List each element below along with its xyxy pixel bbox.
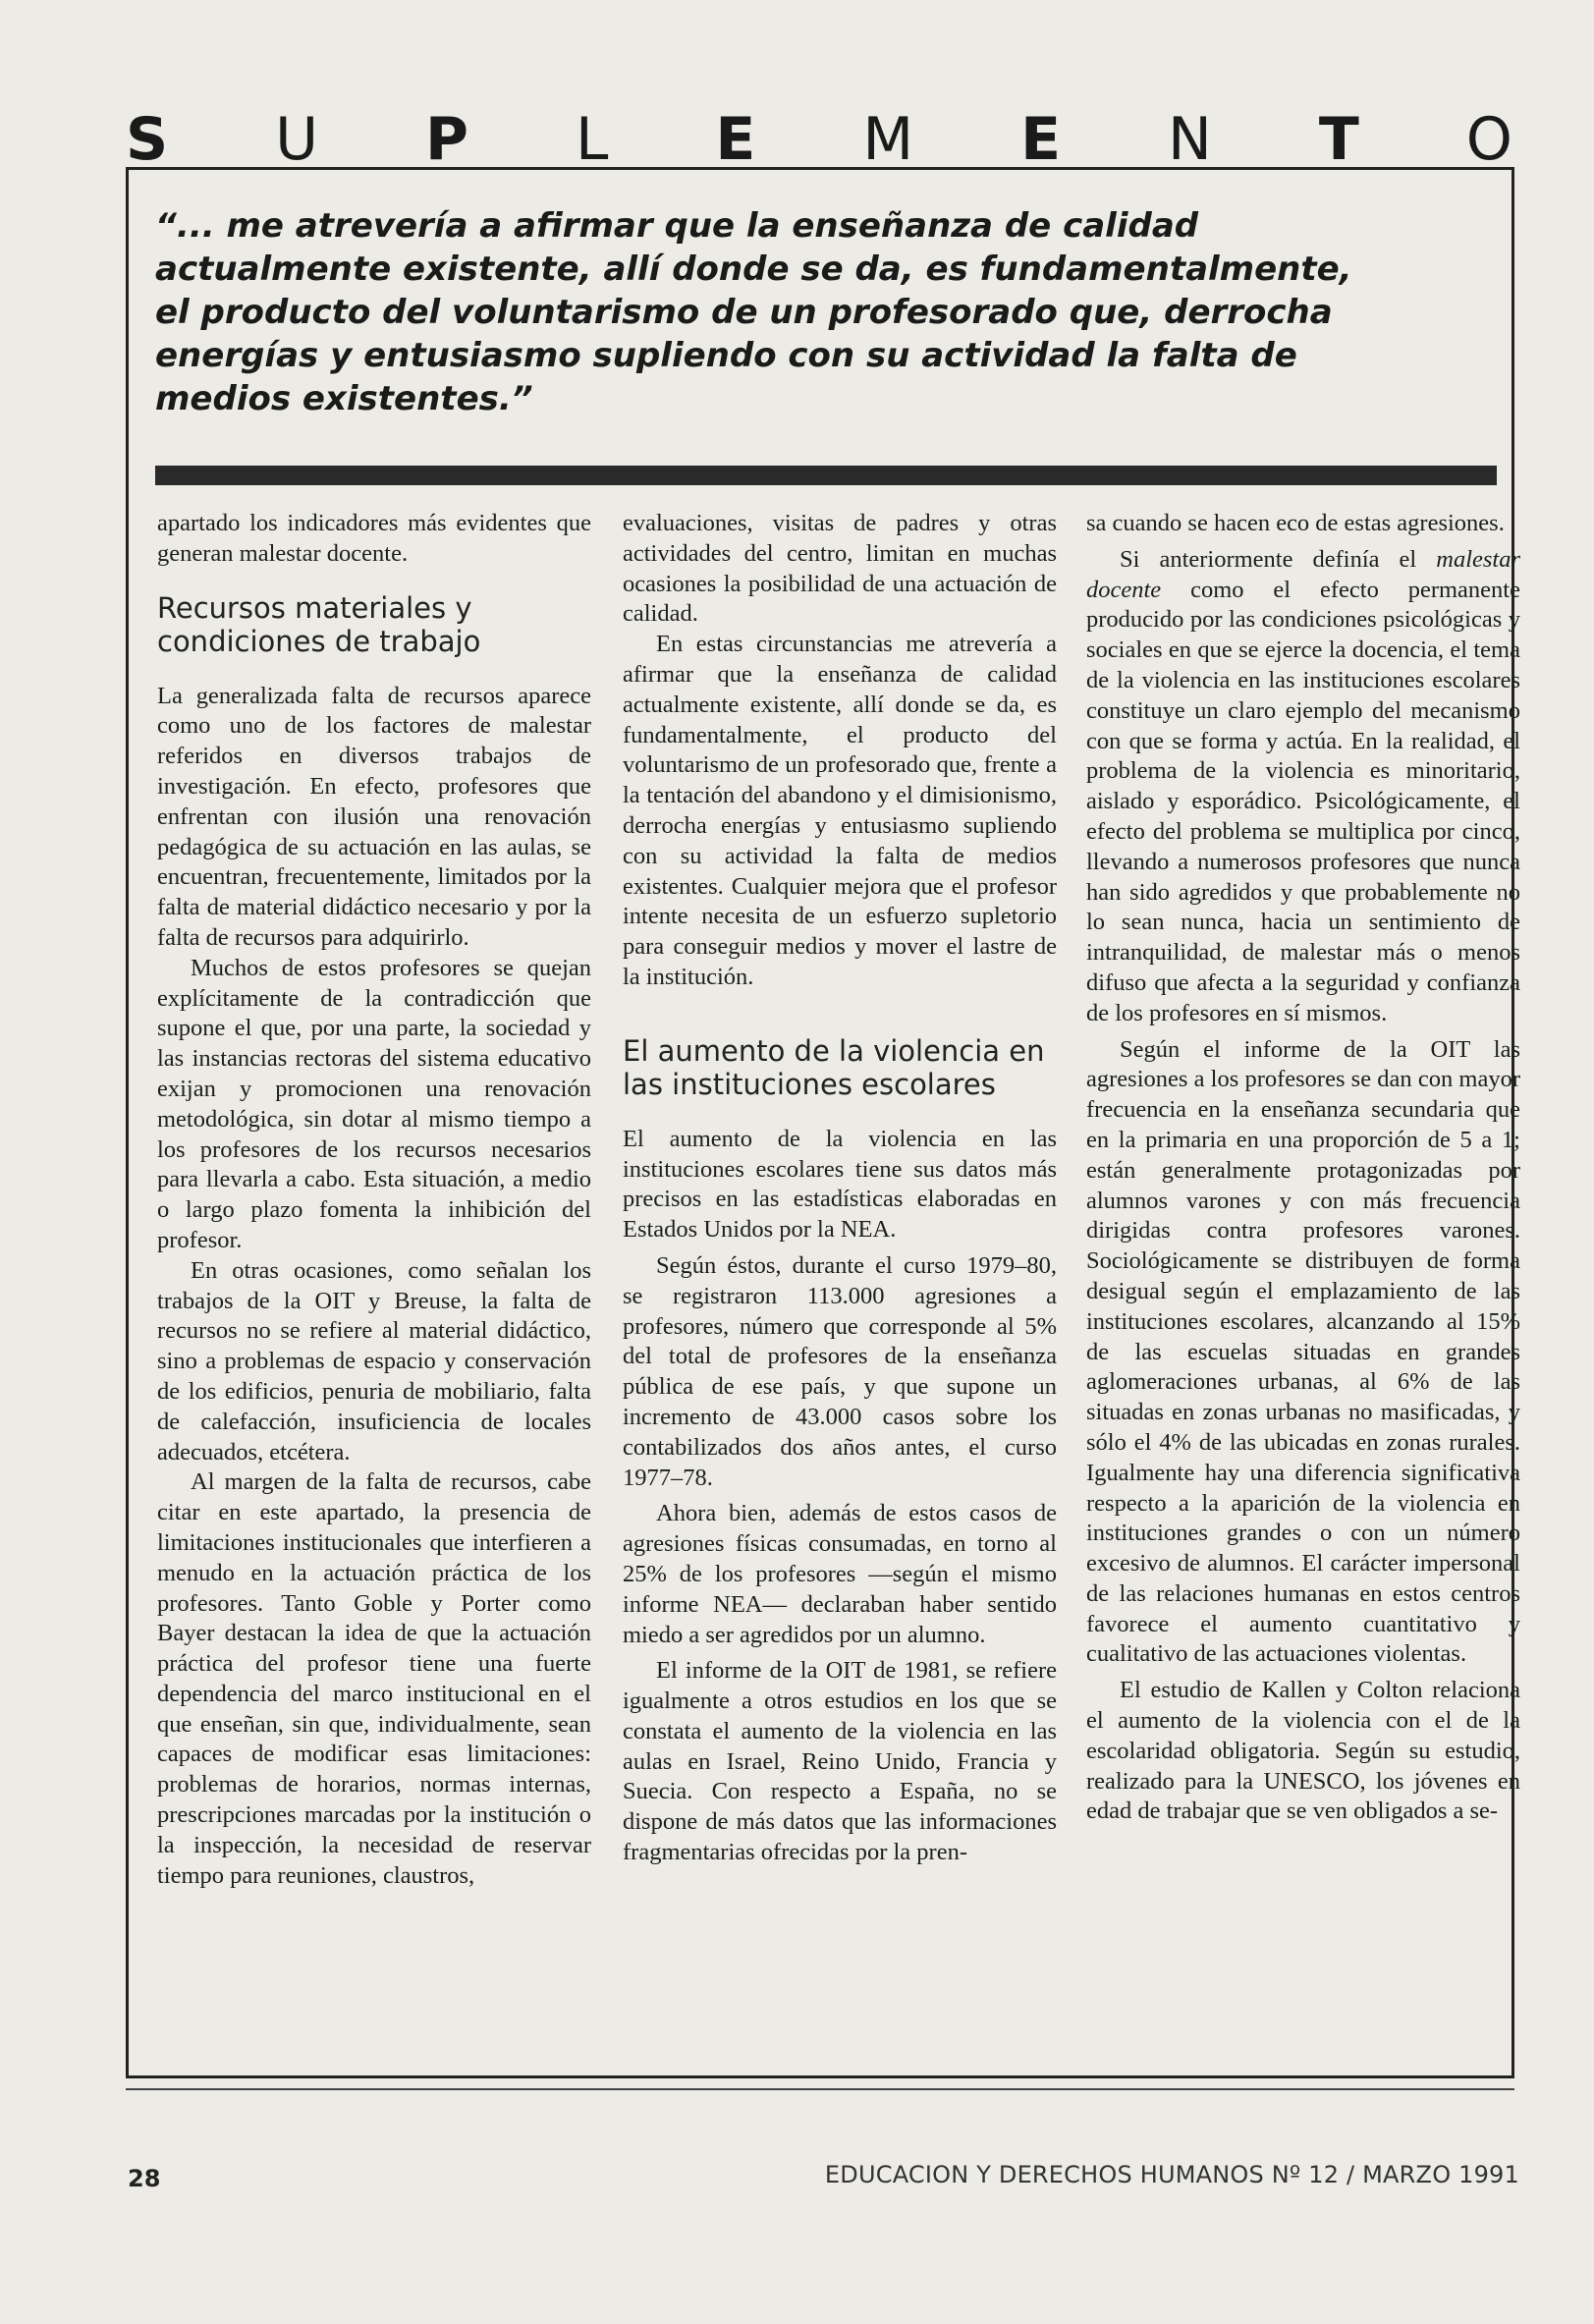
footer-rule	[126, 2088, 1514, 2090]
masthead-letter: L	[575, 105, 609, 174]
masthead-suplemento	[126, 105, 1512, 174]
page-number: 28	[128, 2165, 161, 2192]
pull-quote: “... me atrevería a afirmar que la enseñanza de calidad actualmente existente, allí donde se da, es fundamentalmente, el producto del voluntarismo de un profesorado que, derrocha energías y entusiasmo supliendo con su actividad la falta de medios existentes.”	[155, 206, 1352, 418]
masthead-letter: M	[862, 105, 914, 174]
masthead-letter: E	[715, 105, 756, 174]
masthead-letter: T	[1318, 105, 1359, 174]
paragraph: El estudio de Kallen y Colton relaciona el aumento de la violencia con el de la escolaridad obligatoria. Según su estudio, realizado para la UNESCO, los jóvenes en edad de trabajar que se ven obligados a se-	[1086, 1677, 1520, 1825]
paragraph: La generalizada falta de recursos aparece como uno de los factores de malestar referidos en diversos trabajos de investigación. En efecto, profesores que enfrentan con ilusión una renovación pedagógica de su actuación en las aulas, se encuentran, frecuentemente, limitados por la falta de material didáctico necesario y por la falta de recursos para adquirirlo.	[157, 682, 591, 951]
paragraph: Ahora bien, además de estos casos de agresiones físicas consumadas, en torno al 25% de los profesores —según el mismo informe NEA— declaraban haber sentido miedo a ser agredidos por un alumno.	[623, 1500, 1057, 1648]
paragraph: En estas circunstancias me atrevería a afirmar que la enseñanza de calidad actualmente existente, allí donde se da, es fundamentalmente, el producto del voluntarismo de un profesorado que, frente a la tentación del abandono y el dimisionismo, derrocha energías y entusiasmo supliendo con su actividad la falta de medios existentes. Cualquier mejora que el profesor intente necesita de un esfuerzo supletorio para conseguir medios y mover el lastre de la institución.	[623, 631, 1057, 990]
paragraph: Muchos de estos profesores se quejan explícitamente de la contradicción que supone el que, por una parte, la sociedad y las instancias rectoras del sistema educativo exijan y promocionen una renovación metodológica, sin dotar al mismo tiempo a los profesores de los recursos necesarios para llevarla a cabo. Esta situación, a medio o largo plazo fomenta la inhibición del profesor.	[157, 954, 591, 1253]
text-column-3	[1086, 509, 1520, 1827]
text-run: Si anteriormente definía el	[1120, 545, 1437, 573]
masthead-letter: U	[275, 105, 319, 174]
paragraph: En otras ocasiones, como señalan los trabajos de la OIT y Breuse, la falta de recursos no se refiere al material didáctico, sino a problemas de espacio y conservación de los edificios, penuria de mobiliario, falta de calefacción, insuficiencia de locales adecuados, etcétera.	[157, 1256, 591, 1466]
masthead-letter: S	[126, 105, 169, 174]
section-heading: El aumento de la violencia en las instituciones escolares	[623, 1033, 1045, 1101]
paragraph: El aumento de la violencia en las instituciones escolares tiene sus datos más precisos en las estadísticas elaboradas en Estados Unidos por la NEA.	[623, 1125, 1057, 1244]
paragraph: sa cuando se hacen eco de estas agresiones.	[1086, 510, 1505, 536]
emphasis-term: malestar docente	[1086, 545, 1520, 603]
section-divider-bar	[155, 466, 1497, 485]
masthead-letter: O	[1465, 105, 1512, 174]
publication-info: EDUCACION Y DERECHOS HUMANOS Nº 12 / MARZO 1991	[824, 2161, 1519, 2188]
masthead-letter: N	[1168, 105, 1212, 174]
masthead-letter: E	[1020, 105, 1062, 174]
masthead-letter: P	[425, 105, 469, 174]
text-run: como el efecto permanente producido por las condiciones psicológicas y sociales en que se ejerce la docencia, el tema de la violencia en las instituciones escolares constituye un claro ejemplo del mecanismo con que se forma y actúa. En la realidad, el problema de la violencia es minoritario, aislado y esporádico. Psicológicamente, el efecto del problema se multiplica por cinco, llevando a numerosos profesores que nunca han sido agredidos y que probablemente no lo sean nunca, hacia un sentimiento de intranquilidad, de malestar más o menos difuso que afecta a la seguridad y confianza de los profesores en sí mismos.	[1086, 576, 1520, 1026]
paragraph: Según el informe de la OIT las agresiones a los profesores se dan con mayor frecuencia en la enseñanza secundaria que en la primaria en una proporción de 5 a 1; están generalmente protagonizadas por alumnos varones y con más frecuencia dirigidas contra profesores varones. Sociológicamente se distribuyen de forma desigual según el emplazamiento de las instituciones escolares, alcanzando al 15% de las escuelas situadas en grandes aglomeraciones urbanas, al 6% de las situadas en zonas urbanas no masificadas, y sólo el 4% de las ubicadas en zonas rurales. Igualmente hay una diferencia significativa respecto a la aparición de la violencia en instituciones grandes o con un número excesivo de alumnos. El carácter impersonal de las relaciones humanas en estos centros favorece el aumento cuantitativo y cualitativo de las actuaciones violentas.	[1086, 1035, 1520, 1668]
section-heading: Recursos materiales y condiciones de trabajo	[157, 590, 481, 658]
paragraph: apartado los indicadores más evidentes que generan malestar docente.	[157, 510, 591, 567]
paragraph: Según éstos, durante el curso 1979–80, se registraron 113.000 agresiones a profesores, número que corresponde al 5% del total de profesores de la enseñanza pública de ese país, y que supone un incremento de 43.000 casos sobre los contabilizados dos años antes, el curso 1977–78.	[623, 1251, 1057, 1491]
paragraph: El informe de la OIT de 1981, se refiere igualmente a otros estudios en los que se constata el aumento de la violencia en las aulas en Israel, Reino Unido, Francia y Suecia. Con respecto a España, no se dispone de más datos que las informaciones fragmentarias ofrecidas por la pren-	[623, 1657, 1057, 1866]
paragraph: Al margen de la falta de recursos, cabe citar en este apartado, la presencia de limitaciones institucionales que interfieren a menudo en la actuación práctica de los profesores. Tanto Goble y Porter como Bayer destacan la idea de que la actuación práctica del profesor tiene una fuerte dependencia del marco institucional en el que enseñan, sin que, individualmente, sean capaces de modificar esas limitaciones: problemas de horarios, normas internas, prescripciones marcadas por la institución o la inspección, la necesidad de reservar tiempo para reuniones, claustros,	[157, 1468, 591, 1889]
text-column-2	[623, 509, 1057, 1868]
paragraph: evaluaciones, visitas de padres y otras actividades del centro, limitan en muchas ocasiones la posibilidad de una actuación de calidad.	[623, 510, 1057, 628]
paragraph	[1086, 545, 1520, 1029]
text-column-1	[157, 509, 591, 1891]
